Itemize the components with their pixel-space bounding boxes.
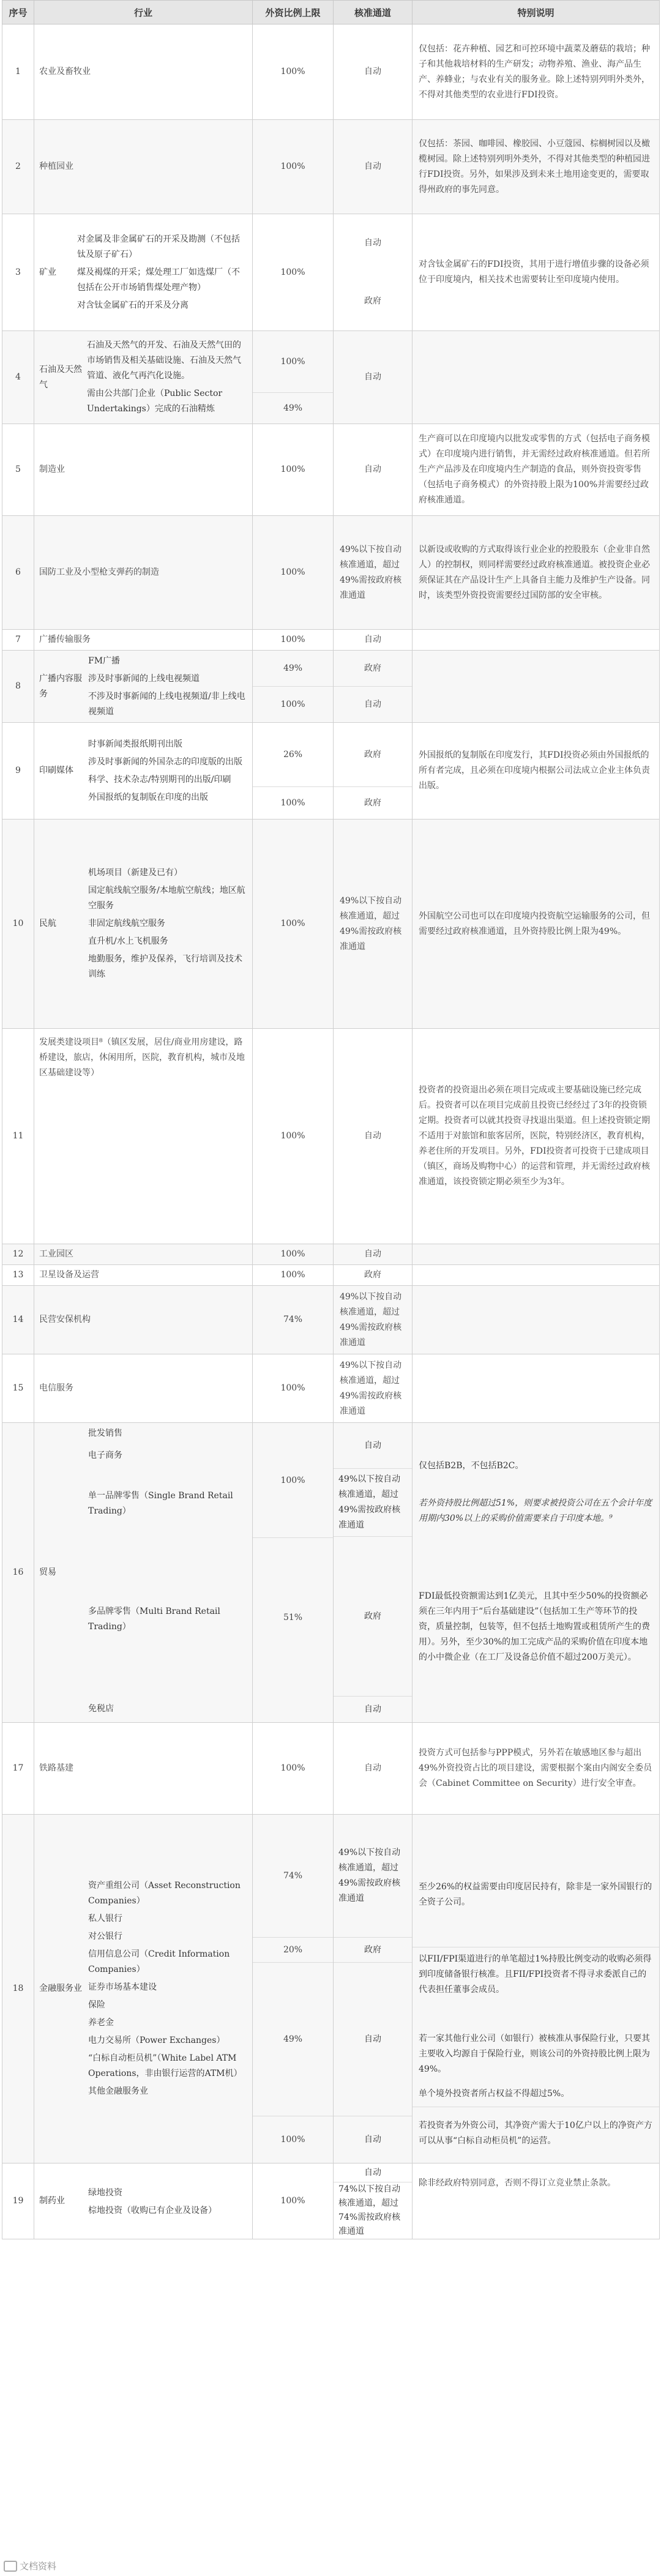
table-header-row: [2, 1, 660, 24]
industry: 电信服务: [34, 1354, 253, 1423]
route: 自动: [334, 1029, 413, 1244]
industry: 制造业: [34, 424, 253, 516]
cap: 100%: [253, 1723, 334, 1815]
route: 自动: [334, 1244, 413, 1265]
route: 政府: [334, 1265, 413, 1286]
row-no: 10: [2, 819, 34, 1029]
cap: 20%: [253, 1937, 333, 1962]
row-no: 6: [2, 516, 34, 630]
note: 对含钛金属矿石的FDI投资，其用于进行增值步骤的设备必须位于印度境内，相关技术也需要转让至印度境内使用。: [413, 214, 660, 331]
cap: 100%: [253, 1354, 334, 1423]
route: 自动: [364, 238, 381, 248]
row-no: 8: [2, 651, 34, 723]
note: 仅包括：花卉种植、园艺和可控环境中蔬菜及蘑菇的栽培；种子和其他栽培材料的生产研发；动物养殖、渔业、海产品生产、养蜂业；与农业有关的服务业。除上述特别列明外类外，不得对其他类型的农业进行FDI投资。: [413, 24, 660, 120]
table-row: [2, 1815, 660, 2163]
sub-item: 对金属及非金属矿石的开采及勘测（不包括钛及原子矿石）: [77, 234, 240, 259]
table-row: [2, 1286, 660, 1354]
table-row: [2, 1244, 660, 1265]
note: FDI最低投资额需达到1亿美元，且其中至少50%的投资额必须在三年内用于“后台基础建设”（包括加工生产等环节的投资，质量控制，包装等，但不包括土地购置或租赁所产生的费用）。另外，至少30%的加工完成产品的采购价值在印度本地的小中微企业（在工厂及设备总价值不超过200万美元）。: [419, 1591, 650, 1662]
sub-item: 国定航线航空服务/本地航空航线；地区航空服务: [88, 886, 245, 911]
note: 单个境外投资者所占权益不得超过5%。: [419, 2089, 570, 2099]
cap: 100%: [280, 1475, 305, 1485]
sub-item: 养老金: [88, 2018, 114, 2028]
route: 49%以下按自动核准通道，超过49%需按政府核准通道: [334, 1468, 412, 1536]
cap: 100%: [253, 120, 334, 214]
sub-item: 资产重组公司（Asset Reconstruction Companies）: [88, 1881, 241, 1906]
table-row: [2, 516, 660, 630]
industry: 金融服务业: [39, 1984, 82, 1993]
table-row: [2, 424, 660, 516]
note: 外国报纸的复制版在印度发行，其FDI投资必须由外国报纸的所有者完成，且必须在印度境内根据公司法成立企业主体负责出版。: [413, 723, 660, 819]
note: 仅包括B2B，不包括B2C。: [419, 1461, 524, 1471]
industry: 工业园区: [34, 1244, 253, 1265]
cap: 100%: [253, 2116, 333, 2163]
sub-item: 涉及时事新闻的上线电视频道: [88, 673, 200, 684]
sub-item: 对公银行: [88, 1932, 122, 1941]
sub-item: 单一品牌零售（Single Brand Retail Trading）: [88, 1490, 233, 1516]
cap: 49%: [253, 392, 333, 424]
cap: 100%: [253, 2163, 334, 2239]
row-no: 13: [2, 1265, 34, 1286]
row-no: 16: [2, 1423, 34, 1723]
sub-item: 非固定航线航空服务: [88, 919, 165, 928]
table-row: [2, 2163, 660, 2239]
row-no: 11: [2, 1029, 34, 1244]
industry: 国防工业及小型枪支弹药的制造: [34, 516, 253, 630]
cap: 49%: [253, 1962, 333, 2116]
watermark: 文档资料: [4, 2559, 56, 2572]
route: 49%以下按自动核准通道，超过49%需按政府核准通道: [334, 1354, 413, 1423]
header-no: 序号: [2, 1, 34, 24]
cap: 26%: [283, 749, 303, 760]
sub-item: 多品牌零售（Multi Brand Retail Trading）: [88, 1606, 220, 1632]
header-note: 特别说明: [413, 1, 660, 24]
sub-item: 时事新闻类报纸期刊出版: [88, 739, 182, 749]
route: 自动: [334, 424, 413, 516]
route: 49%以下按自动核准通道，超过49%需按政府核准通道: [338, 1848, 401, 1903]
row-no: 3: [2, 214, 34, 331]
cap: 51%: [253, 1537, 333, 1697]
route: 政府: [364, 663, 381, 673]
route: 政府: [334, 786, 412, 819]
cap: 74%: [253, 1286, 334, 1354]
note: 以FII/FPI渠道进行的单笔超过1%持股比例变动的收购必须得到印度储备银行核准。且FII/FPI投资者不得寻求委派自己的代表担任董事会成员。: [413, 1947, 659, 2003]
row-no: 1: [2, 24, 34, 120]
row-no: 15: [2, 1354, 34, 1423]
route: 政府: [364, 749, 381, 760]
industry: 民航: [39, 919, 56, 928]
industry: 印刷媒体: [39, 766, 73, 775]
sub-item: 私人银行: [88, 1914, 122, 1924]
sub-item: 地勤服务，维护及保养，飞行培训及技术训练: [88, 954, 242, 979]
row-no: 7: [2, 630, 34, 651]
sub-item: 科学、技术杂志/特别期刊的出版/印刷: [88, 774, 231, 785]
sub-item: 对含钛金属矿石的开采及分离: [77, 300, 189, 310]
cap: 100%: [253, 686, 333, 722]
sub-item: 批发销售: [88, 1428, 122, 1438]
table-row: [2, 630, 660, 651]
header-industry: 行业: [34, 1, 253, 24]
table-row: [2, 1029, 660, 1244]
sub-item: 机场项目（新建及已有）: [88, 868, 182, 878]
route: 政府: [334, 1536, 412, 1696]
note: 投资方式可包括参与PPP模式，另外若在敏感地区参与超出49%外资投资占比的项目建设，需要根据个案由内阁安全委员会（Cabinet Committee on Security）进行安全审查。: [413, 1723, 660, 1815]
note: 以新设或收购的方式取得该行业企业的控股股东（企业非自然人）的控制权，则同样需要经过政府核准通道。被投资企业必须保证其在产品设计生产上具备自主能力及维护生产设备。同时，该类型外资投资需要经过国防部的安全审核。: [413, 516, 660, 630]
sub-item: 保险: [88, 2000, 105, 2010]
industry: 铁路基建: [34, 1723, 253, 1815]
route: 自动: [334, 630, 413, 651]
note: 至少26%的权益需要由印度居民持有，除非是一家外国银行的全资子公司。: [419, 1881, 652, 1907]
table-row: [2, 24, 660, 120]
sub-item: 石油及天然气的开发、石油及天然气田的市场销售及相关基础设施、石油及天然气管道、液化气再汽化设施。: [87, 340, 241, 381]
sub-item: 电子商务: [88, 1450, 122, 1460]
table-row: [2, 1265, 660, 1286]
table-row: [2, 651, 660, 723]
table-row: [2, 331, 660, 424]
cap: 100%: [253, 1265, 334, 1286]
route: 自动: [364, 2167, 381, 2178]
note: 若外资持股比例超过51%，则要求被投资公司在五个会计年度用期内30%以上的采购价值需要来自于印度本地。⁹: [419, 1498, 652, 1523]
fdi-table: [2, 0, 660, 2239]
row-no: 12: [2, 1244, 34, 1265]
industry: 制药业: [39, 2196, 65, 2206]
sub-item: FM广播: [88, 655, 121, 666]
note: 除非经政府特别同意，否则不得订立竞业禁止条款。: [413, 2163, 660, 2239]
route: 49%以下按自动核准通道，超过49%需按政府核准通道: [334, 516, 413, 630]
industry: 石油及天然气: [39, 364, 82, 390]
cap: 100%: [253, 214, 334, 331]
cap: 100%: [253, 516, 334, 630]
row-no: 14: [2, 1286, 34, 1354]
sub-item: 信用信息公司（Credit Information Companies）: [88, 1949, 230, 1974]
sub-item: 涉及时事新闻的外国杂志的印度版的出版: [88, 756, 242, 767]
cap: 74%: [283, 1870, 303, 1881]
note: 生产商可以在印度境内以批发或零售的方式（包括电子商务模式）在印度境内进行销售，并无需经过政府核准通道。但若所生产产品涉及在印度境内生产制造的食品，则外资投资零售（包括电子商务模式）的外资持股上限为100%并需要经过政府核准通道。: [413, 424, 660, 516]
row-no: 9: [2, 723, 34, 819]
route: 政府: [364, 296, 381, 306]
cap: 100%: [280, 356, 305, 367]
cap: 100%: [253, 424, 334, 516]
note: 仅包括：茶园、咖啡园、橡胶园、小豆蔻园、棕榈树园以及橄榄树园。除上述特别列明外类外，不得对其他类型的种植园进行FDI投资。另外，如果涉及到未来土地用途变更的，需要取得州政府的事先同意。: [413, 120, 660, 214]
route: 自动: [334, 120, 413, 214]
industry: 农业及畜牧业: [34, 24, 253, 120]
row-no: 19: [2, 2163, 34, 2239]
route: 自动: [334, 2116, 412, 2163]
industry: 矿业: [39, 267, 56, 277]
industry: 民营安保机构: [34, 1286, 253, 1354]
note: 投资者的投资退出必须在项目完成或主要基础设施已经完成后。投资者可以在项目完成前且投资已经经过了3年的投资锁定期。投资者可以就其投资寻找退出渠道。但上述投资锁定期不适用于对旅馆和旅客居所，医院，特别经济区，教育机构，养老住所的开发项目。另外，FDI投资者可投资于已建成项目（镇区，商场及购物中心）的运营和管理，并无需经过政府核准通道，该投资锁定期必须至少为3年。: [413, 1029, 660, 1244]
route: 自动: [334, 24, 413, 120]
table-row: [2, 120, 660, 214]
industry: 广播内容服务: [39, 673, 82, 699]
row-no: 4: [2, 331, 34, 424]
table-row: [2, 214, 660, 331]
industry: 卫星设备及运营: [34, 1265, 253, 1286]
sub-item: 棕地投资（收购已有企业及设备）: [88, 2205, 217, 2216]
note: 若投资者为外资公司，其净资产需大于10亿户以上的净资产方可以从事“白标自动柜员机”的运营。: [413, 2107, 659, 2160]
table-row: [2, 1354, 660, 1423]
route: 自动: [334, 1696, 412, 1722]
route: 74%以下按自动核准通道，超过74%需按政府核准通道: [334, 2182, 412, 2239]
header-cap: 外资比例上限: [253, 1, 334, 24]
table-row: [2, 1423, 660, 1723]
cap: 49%: [283, 663, 303, 673]
watermark-logo-icon: [4, 2561, 17, 2572]
industry: 贸易: [39, 1567, 56, 1577]
sub-item: 证券市场基本建设: [88, 1982, 157, 1992]
industry: 广播传输服务: [34, 630, 253, 651]
sub-item: 煤及褐煤的开采；煤处理工厂如选煤厂（不包括在公开市场销售煤处理产物）: [77, 267, 240, 293]
row-no: 5: [2, 424, 34, 516]
industry: 种植园业: [34, 120, 253, 214]
route: 自动: [334, 1723, 413, 1815]
route: 49%以下按自动核准通道，超过49%需按政府核准通道: [334, 819, 413, 1029]
route: 自动: [364, 1440, 381, 1450]
cap: 100%: [253, 630, 334, 651]
sub-item: 需由公共部门企业（Public Sector Undertakings）完成的石油精炼: [87, 389, 223, 414]
route: 自动: [334, 686, 412, 722]
sub-item: 其他金融服务业: [88, 2086, 148, 2096]
note: 外国航空公司也可以在印度境内投资航空运输服务的公司，但需要经过政府核准通道，且外资持股比例上限为49%。: [413, 819, 660, 1029]
sub-item: 不涉及时事新闻的上线电视频道/非上线电视频道: [88, 691, 245, 717]
sub-item: 外国报纸的复制版在印度的出版: [88, 792, 208, 802]
sub-item: 免税店: [88, 1703, 114, 1714]
sub-item: 电力交易所（Power Exchanges）: [88, 2036, 225, 2045]
cap: 100%: [253, 24, 334, 120]
row-no: 17: [2, 1723, 34, 1815]
sub-item: 直升机/水上飞机服务: [88, 936, 168, 946]
table-row: [2, 1723, 660, 1815]
cap: 100%: [253, 786, 333, 819]
route: 政府: [334, 1937, 412, 1962]
note: 若一家其他行业公司（如银行）被核准从事保险行业，只要其主要收入均源自于保险行业，则该公司的外资持股比例上限为49%。: [419, 2034, 650, 2074]
row-no: 18: [2, 1815, 34, 2163]
header-route: 核准通道: [334, 1, 413, 24]
sub-item: 绿地投资: [88, 2187, 122, 2198]
route: 自动: [334, 1962, 412, 2116]
cap: 100%: [253, 1029, 334, 1244]
sub-item: “白标自动柜员机”（White Label ATM Operations，非由银行运营的ATM机）: [88, 2053, 242, 2078]
table-row: [2, 723, 660, 819]
route: 49%以下按自动核准通道，超过49%需按政府核准通道: [334, 1286, 413, 1354]
row-no: 2: [2, 120, 34, 214]
industry: 发展类建设项目⁸（镇区发展，居住/商业用房建设，路桥建设，旅店，休闲用所，医院，教育机构，城市及地区基础建设等）: [34, 1029, 253, 1244]
table-row: [2, 819, 660, 1029]
cap: 100%: [253, 1244, 334, 1265]
cap: 100%: [253, 819, 334, 1029]
route: 自动: [334, 331, 413, 424]
